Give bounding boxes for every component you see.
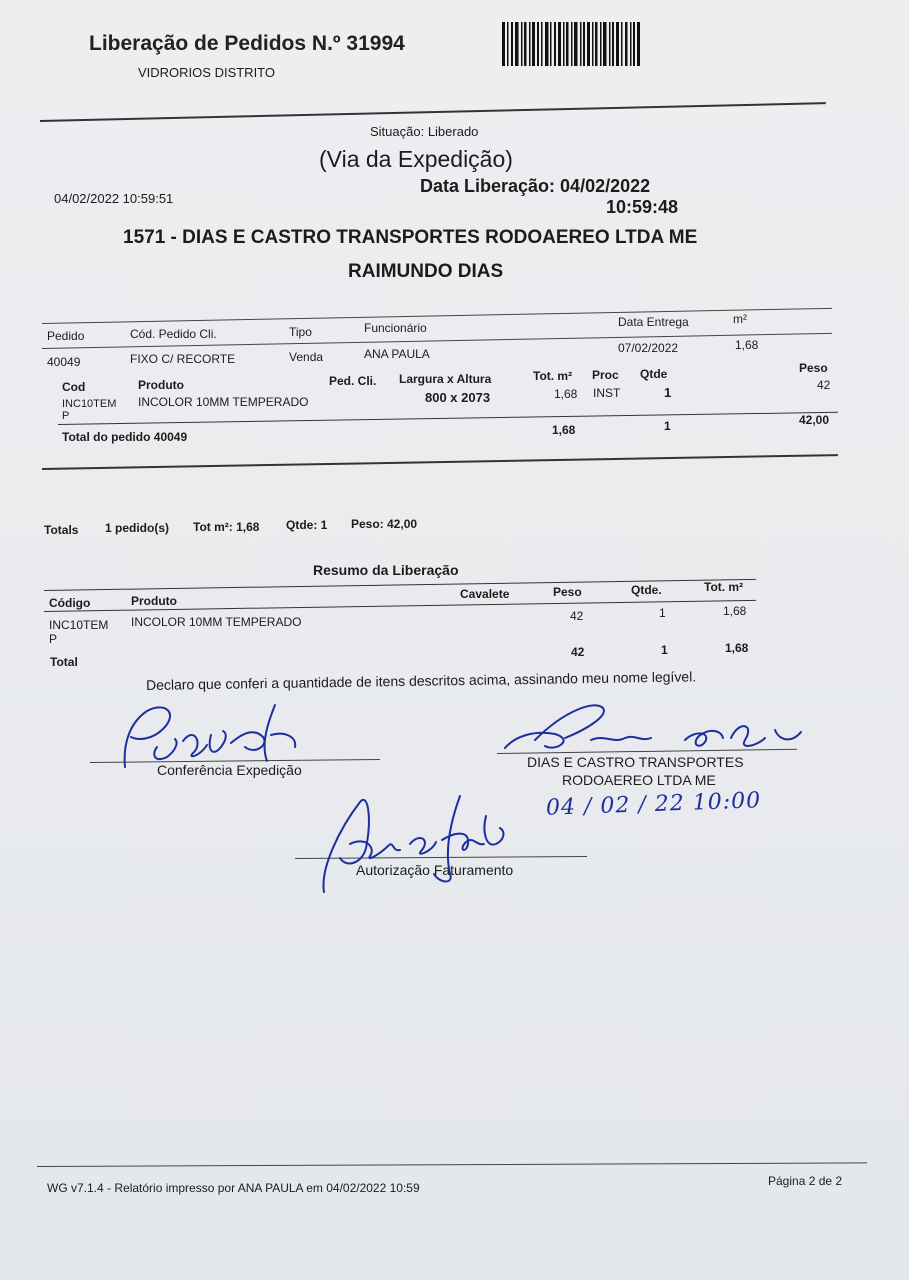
handwritten-date: 04 / 02 / 22 10:00 [545,788,762,821]
resumo-produto: INCOLOR 10MM TEMPERADO [131,615,302,629]
order-table-top-rule [42,308,832,324]
barcode-icon [502,22,640,66]
item-tot-m2: 1,68 [554,387,578,401]
order-total-qtde: 1 [664,419,671,433]
client-name: 1571 - DIAS E CASTRO TRANSPORTES RODOAEREO LTDA ME [123,227,698,248]
resumo-qtde: 1 [659,606,666,620]
item-header-ped-cli: Ped. Cli. [329,374,377,388]
totals-label: Totals [44,523,79,537]
item-largura-altura: 800 x 2073 [425,390,491,405]
item-header-peso: Peso [799,361,828,375]
resumo-header-produto: Produto [131,594,177,608]
conferencia-label: Conferência Expedição [157,762,302,778]
client-signature [495,700,815,760]
resumo-total-tot-m2: 1,68 [725,641,749,655]
order-tipo: Venda [289,350,324,364]
order-m2: 1,68 [735,338,759,352]
client-contact: RAIMUNDO DIAS [348,261,504,282]
item-produto: INCOLOR 10MM TEMPERADO [138,395,309,409]
col-header-pedido: Pedido [47,329,85,343]
item-header-tot-m2: Tot. m² [533,369,573,383]
item-header-largura-altura: Largura x Altura [399,372,492,386]
item-header-proc: Proc [592,368,619,382]
totals-peso: Peso: 42,00 [351,517,418,531]
item-cod-line2: P [62,410,70,422]
item-peso: 42 [817,378,831,392]
order-total-label: Total do pedido 40049 [62,430,188,444]
order-table-bottom-rule [42,454,838,470]
data-liberacao-time: 10:59:48 [606,197,679,217]
col-header-m2: m² [733,312,747,326]
resumo-total-peso: 42 [571,645,585,659]
order-total-rule [58,412,838,425]
declaration-text: Declaro que conferi a quantidade de itens descritos acima, assinando meu nome legível. [145,668,697,693]
item-header-cod: Cod [62,380,86,394]
col-header-funcionario: Funcionário [364,321,427,335]
order-data-entrega: 07/02/2022 [618,341,679,355]
via-label: (Via da Expedição) [319,146,513,172]
col-header-data-entrega: Data Entrega [618,315,689,329]
autorizacao-signature [310,788,530,898]
item-proc: INST [593,386,621,400]
order-total-peso: 42,00 [799,413,830,427]
order-cod-pedido-cli: FIXO C/ RECORTE [130,352,236,366]
resumo-header-qtde: Qtde. [631,583,662,597]
data-liberacao: Data Liberação: 04/02/2022 [420,176,651,196]
totals-tot-m2: Tot m²: 1,68 [193,520,260,534]
order-pedido: 40049 [47,355,81,369]
item-header-qtde: Qtde [640,367,668,381]
order-funcionario: ANA PAULA [364,347,430,361]
footer-left-text: WG v7.1.4 - Relatório impresso por ANA PAULA em 04/02/2022 10:59 [47,1181,420,1195]
resumo-total-qtde: 1 [661,643,668,657]
resumo-header-peso: Peso [553,585,582,599]
resumo-codigo-line2: P [49,632,58,646]
resumo-header-codigo: Código [49,596,91,610]
client-signature-label-line1: DIAS E CASTRO TRANSPORTES [527,754,744,770]
resumo-title: Resumo da Liberação [313,562,459,578]
client-signature-label-line2: RODOAEREO LTDA ME [562,772,716,788]
resumo-tot-m2: 1,68 [723,604,747,618]
footer-rule [37,1162,867,1167]
resumo-header-cavalete: Cavalete [460,587,510,601]
resumo-codigo-line1: INC10TEM [49,618,109,632]
document-title: Liberação de Pedidos N.º 31994 [89,32,405,55]
resumo-peso: 42 [570,609,584,623]
resumo-total-label: Total [50,655,78,669]
company-name: VIDRORIOS DISTRITO [138,65,275,80]
order-total-tot-m2: 1,68 [552,423,576,437]
totals-qtde: Qtde: 1 [286,518,328,532]
resumo-header-tot-m2: Tot. m² [704,580,744,594]
header-divider [40,102,826,122]
totals-pedidos: 1 pedido(s) [105,521,170,535]
item-qtde: 1 [664,385,672,400]
situacao-label: Situação: Liberado [370,124,479,139]
item-cod-line1: INC10TEM [62,398,117,410]
col-header-tipo: Tipo [289,325,312,339]
col-header-cod-pedido-cli: Cód. Pedido Cli. [130,327,217,341]
footer-page-number: Página 2 de 2 [768,1174,843,1188]
conferencia-signature [95,695,315,775]
item-header-produto: Produto [138,378,184,392]
print-timestamp: 04/02/2022 10:59:51 [54,191,174,206]
autorizacao-label: Autorização Faturamento [356,862,514,878]
